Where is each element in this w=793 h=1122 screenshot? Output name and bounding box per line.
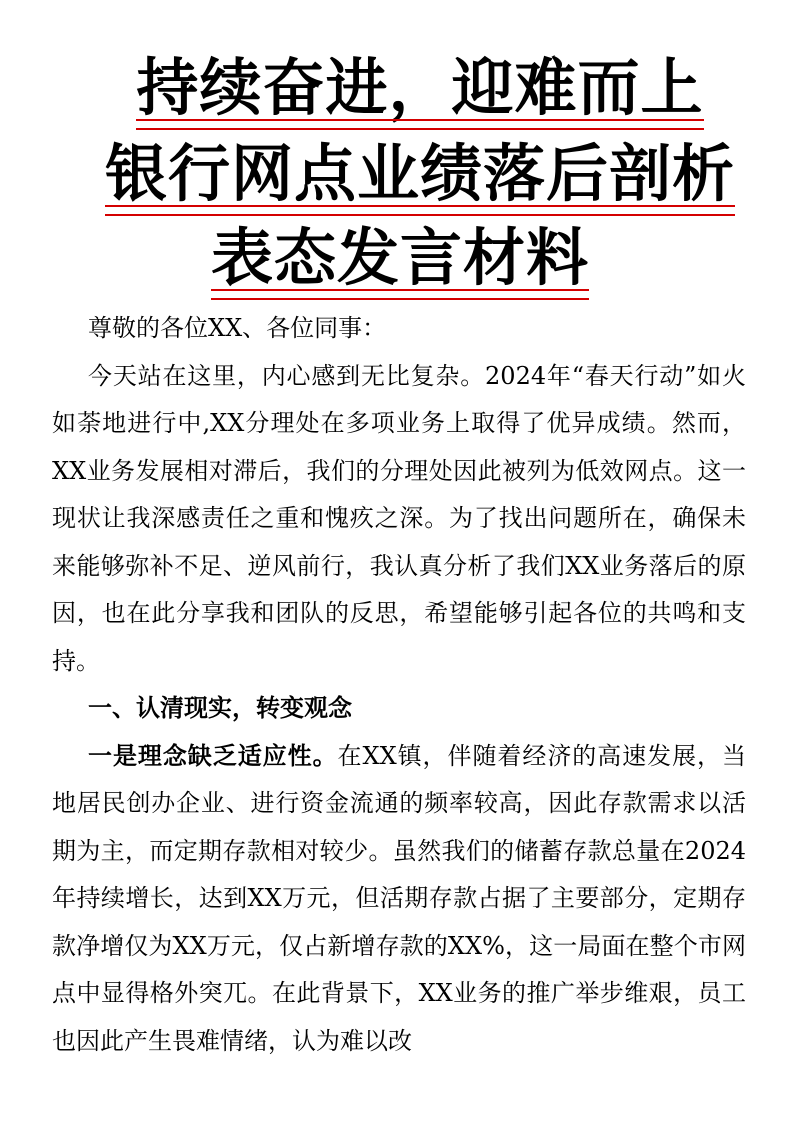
point-1-text: 在XX镇，伴随着经济的高速发展，当地居民创办企业、进行资金流通的频率较高，因此存款需求以活期为主，而定期存款相对较少。虽然我们的储蓄存款总量在2024年持续增长，达到XX万元，但活期存款占据了主要部分，定期存款净增仅为XX万元，仅占新增存款的XX%，这一局面在整个市网点中显得格外突兀。在此背景下，XX业务的推广举步维艰，员工也因此产生畏难情绪，认为难以改 <box>52 741 746 1055</box>
title-text-1: 持续奋进，迎难而上 <box>136 51 704 124</box>
point-1-paragraph <box>52 733 746 1066</box>
intro-paragraph: 今天站在这里，内心感到无比复杂。2024年“春天行动”如火如荼地进行中,XX分理处在多项业务上取得了优异成绩。然而，XX业务发展相对滞后，我们的分理处因此被列为低效网点。这一现状让我深感责任之重和愧疚之深。为了找出问题所在，确保未来能够弥补不足、逆风前行，我认真分析了我们XX业务落后的原因，也在此分享我和团队的反思，希望能够引起各位的共鸣和支持。 <box>52 361 746 675</box>
document-body <box>52 305 746 1065</box>
point-1-lead: 一是理念缺乏适应性。 <box>88 741 338 770</box>
title-line-2 <box>80 138 760 210</box>
title-text-3: 表态发言材料 <box>210 221 589 294</box>
title-text-2: 银行网点业绩落后剖析 <box>104 137 735 210</box>
greeting-paragraph: 尊敬的各位XX、各位同事： <box>88 314 387 342</box>
title-line-3 <box>180 222 620 294</box>
section-heading-1: 一、认清现实，转变观念 <box>88 694 352 722</box>
title-line-1 <box>110 52 730 124</box>
